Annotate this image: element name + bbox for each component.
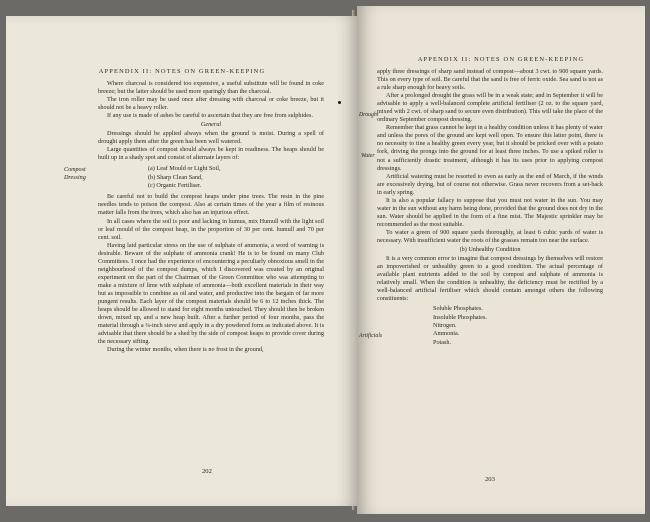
paragraph: Remember that grass cannot be kept in a healthy condition unless it has plenty of water and unless the pores of the ground are kept well open. To ensure this latter point, there is no necessity to tine a healthy green every year, but it should be pricked over with a potato fork, driving the prongs into the ground for at least three inches. To use a spiked roller is not a sufficiently drastic treatment, although it has its uses prior to applying compost dressings. [377,124,603,172]
sidenote-drought: Drought [359,112,379,118]
constituents-list [433,305,603,346]
right-running-header: APPENDIX II: NOTES ON GREEN-KEEPING [417,56,585,63]
paragraph: Artificial watering must be resorted to even as early as the end of March, if the winds are excessively drying, but of course not otherwise. Grass never recovers from a set-back in early spring. [377,172,603,196]
right-body-text [377,68,603,347]
paragraph: To water a green of 900 square yards thoroughly, at least 6 cubic yards of water is necessary. With insufficient water the roots of the grasses remain too near the surface. [377,228,603,244]
left-running-header: APPENDIX II: NOTES ON GREEN-KEEPING [98,68,266,75]
paragraph: Having laid particular stress on the use of sulphate of ammonia, a word of warning is desirable. Beware of the sulphate of ammonia crank! He is to be found on many Club Committees. I once had the experience of encountering a peculiarly obnoxious smell in the neighbourhood of the compost dumps, which I discovered was created by an original experiment on the part of the Chairman of the Green Committee who was attempting to make a mixture of lime with sulphate of ammonia—both excellent materials in their way but as impossible to combine as oil and water, and productive into the bargain of far more pungent results. Each layer of the compost materials should be 6 to 12 inches thick. The heaps should be allowed to stand for eight months untouched. They should then be broken down, mixed up, and a new heap built. After a further period of four months, pass the material through a ¼-inch sieve and apply in a dry powdered form as indicated above. It is advisable that there should be a shed by the side of compost heaps to provide cover during the necessary sifting. [98,241,324,346]
subheading-unhealthy: (b) Unhealthy Condition [459,246,521,254]
ink-mark [338,101,341,104]
sidenote-compost: Compost [64,167,86,173]
paragraph: The iron roller may be used once after dressing with charcoal or coke breeze, but it should not be a heavy roller. [98,96,324,112]
list-item: Potash. [433,338,452,346]
list-item: Soluble Phosphates. [433,305,483,313]
list-item: (a) Leaf Mould or Light Soil, [148,165,221,173]
paragraph: Large quantities of compost should always be kept in readiness. The heaps should be built up in a shady spot and consist of alternate layers of: [98,146,324,162]
paragraph: Dressings should be applied always when the ground is moist. During a spell of drought apply them after the green has been well watered. [98,130,324,146]
sidenote-artificials: Artificials [359,333,383,339]
list-item: Insoluble Phosphates. [433,313,487,321]
list-item: Ammonia. [433,330,460,338]
paragraph: apply three dressings of sharp sand instead of compost—about 3 cwt. to 900 square yards. This on every type of soil. Be careful that the sand is free of ferric oxide. Sea sand is not as a rule sharp enough for heavy soils. [377,68,603,92]
right-page [357,6,645,514]
list-item: (b) Sharp Clean Sand, [148,173,203,181]
paragraph: It is a very common error to imagine that compost dressings by themselves will restore an impoverished or unhealthy green to a good condition. The actual percentage of available plant nutrients added to the soil by compost and sulphate of ammonia is relatively small. When the condition is unhealthy, the deficiency must be rectified by a well-balanced artificial fertiliser which should contain amongst others the following constituents: [377,255,603,303]
paragraph: It is also a popular fallacy to suppose that you must not water in the sun. You may water in the sun without any harm being done, provided that the ground does not dry in the sun. Water should be applied in the form of a fine mist. The Majestic sprinkler may be recommended as the most suitable. [377,196,603,228]
paragraph: If any use is made of ashes be careful to ascertain that they are free from sulphides. [107,112,313,120]
sidenote-water: Water [361,153,375,159]
left-body-text [98,80,324,354]
paragraph: Where charcoal is considered too expensive, a useful substitute will be found in coke breeze; but the latter should be used more sparingly than the charcoal. [98,80,324,96]
left-page [6,16,358,506]
list-item: Nitrogen. [433,321,457,329]
paragraph: During the winter months, when there is no frost in the ground, [107,346,264,354]
compost-layers-list [148,165,324,190]
sidenote-dressing: Dressing [64,175,86,181]
paragraph: After a prolonged drought the grass will be in a weak state; and in September it will be advisable to apply a well-balanced complete artificial fertiliser (2 oz. to the square yard, mixed with 2 cwt. of sharp sand to secure even distribution). This will take the place of the ordinary September compost dressing. [377,92,603,124]
page-number-right: 203 [485,476,495,483]
page-number-left: 202 [202,468,212,475]
paragraph: Be careful not to build the compost heaps under pine trees. The resin in the pine needles tends to poison the compost. Also at certain times of the year a film of resinous matter falls from the trees, which also has an injurious effect. [98,193,324,217]
paragraph: In all cases where the soil is poor and lacking in humus, mix Humull with the light soil or leaf mould of the compost heap, in the proportion of 30 per cent. humull and 70 per cent. soil. [98,217,324,241]
subheading-general: General [200,121,222,129]
list-item: (c) Organic Fertiliser. [148,182,202,190]
